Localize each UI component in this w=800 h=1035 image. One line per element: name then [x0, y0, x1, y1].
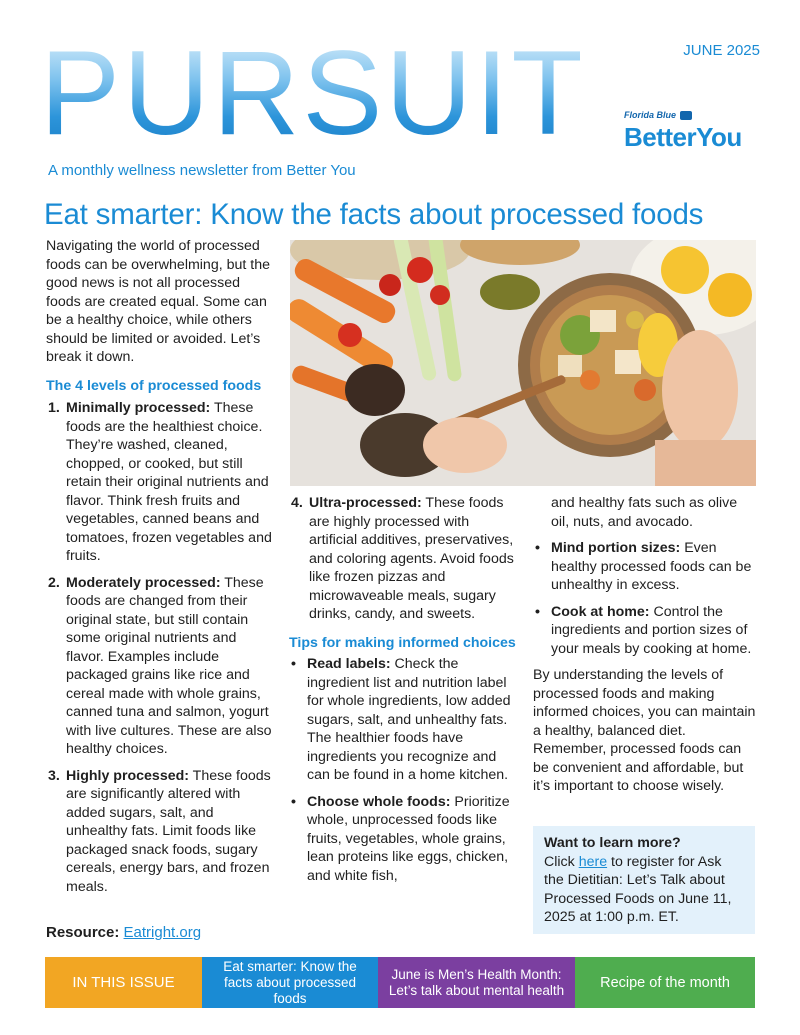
- footer-link-eat-smarter[interactable]: Eat smarter: Know the facts about processed foods: [202, 957, 378, 1008]
- resource-label: Resource:: [46, 924, 120, 941]
- tip-text: Even healthy processed foods can be unhealthy in excess.: [551, 540, 752, 593]
- list-number: 2.: [48, 574, 60, 591]
- tip-title: Choose whole foods:: [307, 793, 451, 810]
- column-right: [533, 494, 758, 796]
- list-item: [46, 399, 274, 566]
- register-link[interactable]: here: [578, 853, 608, 870]
- tip-title: Mind portion sizes:: [551, 540, 681, 556]
- list-number: 4.: [291, 495, 303, 511]
- list-item: [289, 655, 519, 785]
- list-item: [533, 539, 758, 595]
- list-item: [289, 793, 519, 886]
- tip-title: Read labels:: [307, 656, 391, 672]
- list-number: 3.: [48, 767, 60, 784]
- footer-link-mens-health[interactable]: June is Men’s Health Month: Let’s talk about mental health: [378, 957, 575, 1008]
- in-this-issue-label: IN THIS ISSUE: [45, 957, 202, 1008]
- newsletter-subtitle: A monthly wellness newsletter from Better You: [48, 162, 356, 179]
- callout-post: to register for Ask the Dietitian: Let’s Talk about Processed Foods on June 11, 2025 at 1:00 p.m. ET.: [544, 853, 732, 925]
- learn-more-callout: [533, 826, 755, 934]
- list-item: [289, 494, 519, 624]
- list-number: 1.: [48, 400, 60, 416]
- tip-continued: and healthy fats such as olive oil, nuts, and avocado.: [551, 495, 738, 530]
- masthead: [40, 26, 588, 160]
- food-bowl-photo: [290, 240, 756, 486]
- cross-shield-icon: [680, 111, 692, 120]
- list-item: [46, 767, 274, 897]
- level-text: These foods are changed from their original state, but still contain some original nutrients and flavor. Examples include packaged grains like rice and cereal made with whole grains, canned tuna and salmon, yogurt with live cultures. These are also healthy choices.: [66, 574, 272, 757]
- tips-list-continued: [533, 539, 758, 658]
- eatright-link[interactable]: Eatright.org: [123, 924, 202, 941]
- callout-pre: Click: [544, 853, 579, 870]
- tips-heading: Tips for making informed choices: [289, 634, 516, 651]
- tip-text: Control the ingredients and portion sizes of your meals by cooking at home.: [551, 603, 752, 657]
- level-title: Minimally processed:: [66, 400, 211, 416]
- level-title: Moderately processed:: [66, 574, 221, 591]
- tip-title: Cook at home:: [551, 603, 650, 620]
- tip-text: Prioritize whole, unprocessed foods like fruits, vegetables, whole grains, lean proteins like eggs, chicken, and white fish,: [307, 793, 510, 884]
- bullet-icon: •: [535, 540, 540, 556]
- levels-list-continued: [289, 494, 519, 624]
- issue-date: JUNE 2025: [683, 42, 760, 59]
- footer-link-recipe[interactable]: Recipe of the month: [575, 957, 755, 1008]
- level-title: Ultra-processed:: [309, 495, 422, 511]
- article-headline: Eat smarter: Know the facts about processed foods: [44, 198, 704, 231]
- intro-paragraph: Navigating the world of processed foods can be overwhelming, but the good news is not all processed foods are created equal. Some can be a healthy choice, while others should be limited or avoided. Let’s break it down.: [46, 238, 270, 365]
- level-text: These foods are significantly altered with added sugars, salt, and unhealthy fats. Limit foods like packaged snack foods, sugary cereals, energy bars, and frozen meals.: [66, 767, 271, 895]
- resource-line: [46, 924, 201, 941]
- levels-list: [46, 399, 274, 896]
- conclusion-paragraph: By understanding the levels of processed foods and making informed choices, you can maintain a healthy, balanced diet. Remember, processed foods can be convenient and affordable, but it’s important to choose wisely.: [533, 667, 756, 794]
- level-title: Highly processed:: [66, 767, 189, 784]
- callout-body: [544, 853, 744, 927]
- callout-heading: Want to learn more?: [544, 835, 681, 851]
- in-this-issue-bar: [45, 957, 755, 1008]
- bullet-icon: •: [535, 603, 540, 620]
- newsletter-title: PURSUIT: [40, 26, 588, 160]
- better-you-logo: [624, 110, 764, 154]
- logo-better-you: BetterYou: [624, 122, 742, 152]
- list-item: [533, 603, 758, 659]
- level-text: These foods are the healthiest choice. They’re washed, cleaned, chopped, or cooked, but still retain their original nutrients and flavor. Think fresh fruits and vegetables, canned beans and tomatoes, frozen vegetables and fruits.: [66, 400, 272, 564]
- tip-text: Check the ingredient list and nutrition label for whole ingredients, low added sugars, salt, and unhealthy fats. The healthier foods have ingredients you recognize and can be found in a home kitchen.: [307, 656, 511, 783]
- column-middle: [289, 494, 519, 893]
- bullet-icon: •: [291, 656, 296, 672]
- list-item: [46, 574, 274, 759]
- level-text: These foods are highly processed with artificial additives, preservatives, and coloring agents. Avoid foods like frozen pizzas and microwaveable meals, sugary drinks, candy, and sweets.: [309, 495, 514, 622]
- bullet-icon: •: [291, 793, 296, 810]
- levels-heading: The 4 levels of processed foods: [46, 377, 262, 394]
- column-left: [46, 237, 274, 904]
- tips-list: [289, 655, 519, 885]
- logo-florida-blue: Florida Blue: [624, 110, 677, 120]
